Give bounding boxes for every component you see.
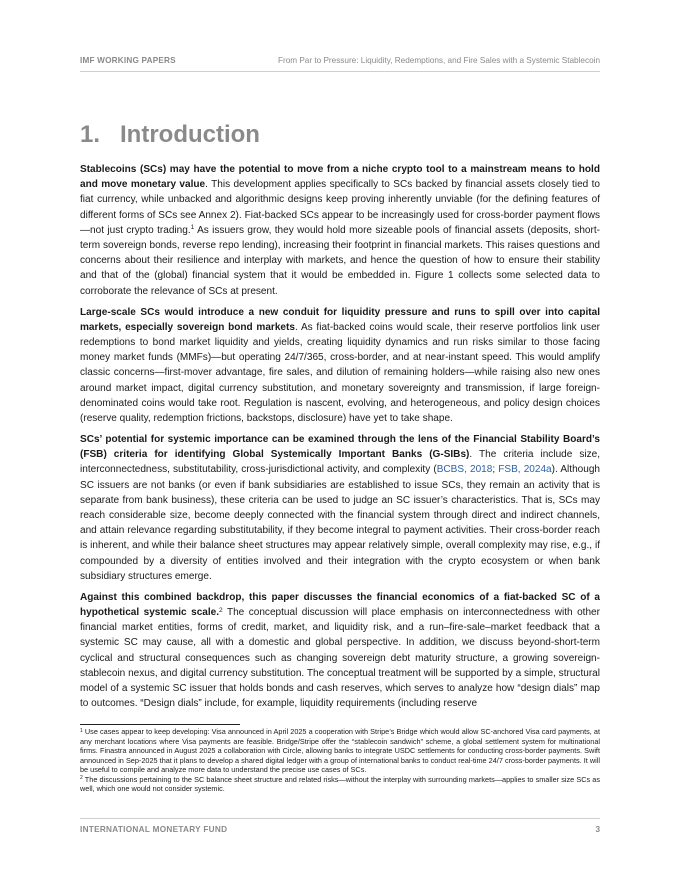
paragraph [80,162,600,299]
page-footer [80,818,600,833]
footnote-number: 2 [80,775,83,781]
paragraph-lead: Stablecoins (SCs) may have the potential to move from a niche crypto tool to a mainstream means to hold and move monetary value [80,164,600,191]
citation-link[interactable]: FSB, 2024a [498,464,552,476]
citation-separator: ; [492,464,499,476]
section-heading [80,121,260,149]
paragraph [80,590,600,712]
footnote-text: The discussions pertaining to the SC balance sheet structure and related risks—without the interplay with surrounding markets—applies to smaller size SCs as well, which one would not consider systemic. [80,774,600,793]
running-header [80,55,600,72]
paragraph [80,432,600,584]
section-title: Introduction [120,121,260,148]
section-number: 1. [80,121,101,148]
footnote-divider [80,724,240,725]
paragraph-text: . This development applies specifically to SCs backed by financial assets closely tied to fiat currency, while unbacked and algorithmic designs keep proving inherently unviable (for the defining features of different forms of SCs see Annex 2). Fiat-backed SCs appear to be increasingly used for cross-border payment flows—not just crypto trading. [80,179,601,236]
page-number: 3 [595,825,600,834]
paragraph-lead: Large-scale SCs would introduce a new conduit for liquidity pressure and runs to spill over into capital markets, especially sovereign bond markets [80,306,600,333]
paragraph-text: The conceptual discussion will place emphasis on interconnectedness with other financial market entities, forms of credit, market, and liquidity risk, and a run–fire-sale–market feedback that a systemic SC may cause, all with a domestic and global perspective. In addition, we discuss beyond-short-term cyclical and structural consequences such as changing sovereign debt maturity structure, a growing sovereign-stablecoin nexus, and digital currency substitution. The conceptual treatment will be supported by a simple, structural model of a systemic SC issuer that holds bonds and cash reserves, which serves to analyze how “design dials” map to outcomes. “Design dials” include, for example, liquidity requirements (including reserve [80,607,600,710]
paragraph-text: ). Although SC issuers are not banks (or even if bank subsidiaries are established to issue SCs, they remain an activity that is separate from bank business), these criteria can be used to judge an SC issuer’s characteristics. That is, SCs may reach considerable size, become deeply connected with the financial system through direct and indirect channels, and attain relevance regarding substitutability, if they become integral to payment activities. Their cross-border reach is inherent, and while their balance sheet structures may appear relatively simple, overall complexity may rise, e.g., if compounded by a diversity of entities involved and their integration with the crypto ecosystem or when bank subsidiary structures emerge. [80,464,601,582]
paragraph [80,305,600,427]
body-text [80,162,600,717]
series-name: IMF WORKING PAPERS [80,56,176,65]
footnotes [80,727,600,794]
footnote-marker[interactable]: 1 [190,224,195,232]
paragraph-lead: SCs’ potential for systemic importance can be examined through the lens of the Financial Stability Board’s (FSB) criteria for identifying Global Systemically Important Banks (G-SIBs) [80,434,600,461]
paragraph-text: As issuers grow, they would hold more sizeable pools of financial assets (deposits, short-term sovereign bonds, reverse repo lending), increasing their footprint in financial markets. This raises questions and concerns about their resilience and interplay with markets, and hence the question of how to ensure their stability and that of the (global) financial system that it would be embedded in. Figure 1 collects some selected data to corroborate the relevance of SCs at present. [80,224,600,297]
footnote-number: 1 [80,727,83,734]
paragraph-text: . As fiat-backed coins would scale, their reserve portfolios link user redemptions to bond market liquidity and yields, creating liquidity dynamics and run risks similar to those facing money market funds (MMFs)—but operating 24/7/365, cross-border, and at near-instant speed. This would amplify classic concerns—first-mover advantage, fire sales, and dilution of remaining holders—while raising also new ones around market impact, digital currency substitution, and monetary sovereignty and transmission, if large foreign-denominated coins would take root. Regulation is nascent, evolving, and heterogeneous, and policy design choices (reserve quality, redemption frictions, backstops, disclosure) have yet to take shape. [80,321,600,425]
footnote [80,775,600,794]
organization-name: INTERNATIONAL MONETARY FUND [80,825,228,834]
footnote-text: Use cases appear to keep developing: Visa announced in April 2025 a cooperation with Stripe’s Bridge which would allow SC-anchored Visa card payments, at any merchant locations where Visa payments are feasible. Bridge/Stripe offer the “stablecoin sandwich” scheme, a global settlement system for multinational firms. Finastra announced in August 2025 a collaboration with Circle, allowing banks to integrate USDC settlements for conducting cross-border payments. Swift announced in Sep-2025 that it plans to develop a shared digital ledger with a group of international banks to conduct real-time 24/7 cross-border payments. It will be useful to compile and analyze more data to understand the precise use cases of SCs. [80,727,600,774]
citation-link[interactable]: BCBS, 2018 [436,464,493,476]
paragraph-lead: Against this combined backdrop, this paper discusses the financial economics of a fiat-backed SC of a hypothetical systemic scale. [80,591,600,619]
footnote [80,727,600,775]
footnote-marker[interactable]: 2 [219,606,223,614]
paragraph-text: . The criteria include size, interconnectedness, substitutability, cross-jurisdictional activity, and complexity ( [80,449,600,476]
running-title: From Par to Pressure: Liquidity, Redemptions, and Fire Sales with a Systemic Stablecoin [277,56,600,65]
